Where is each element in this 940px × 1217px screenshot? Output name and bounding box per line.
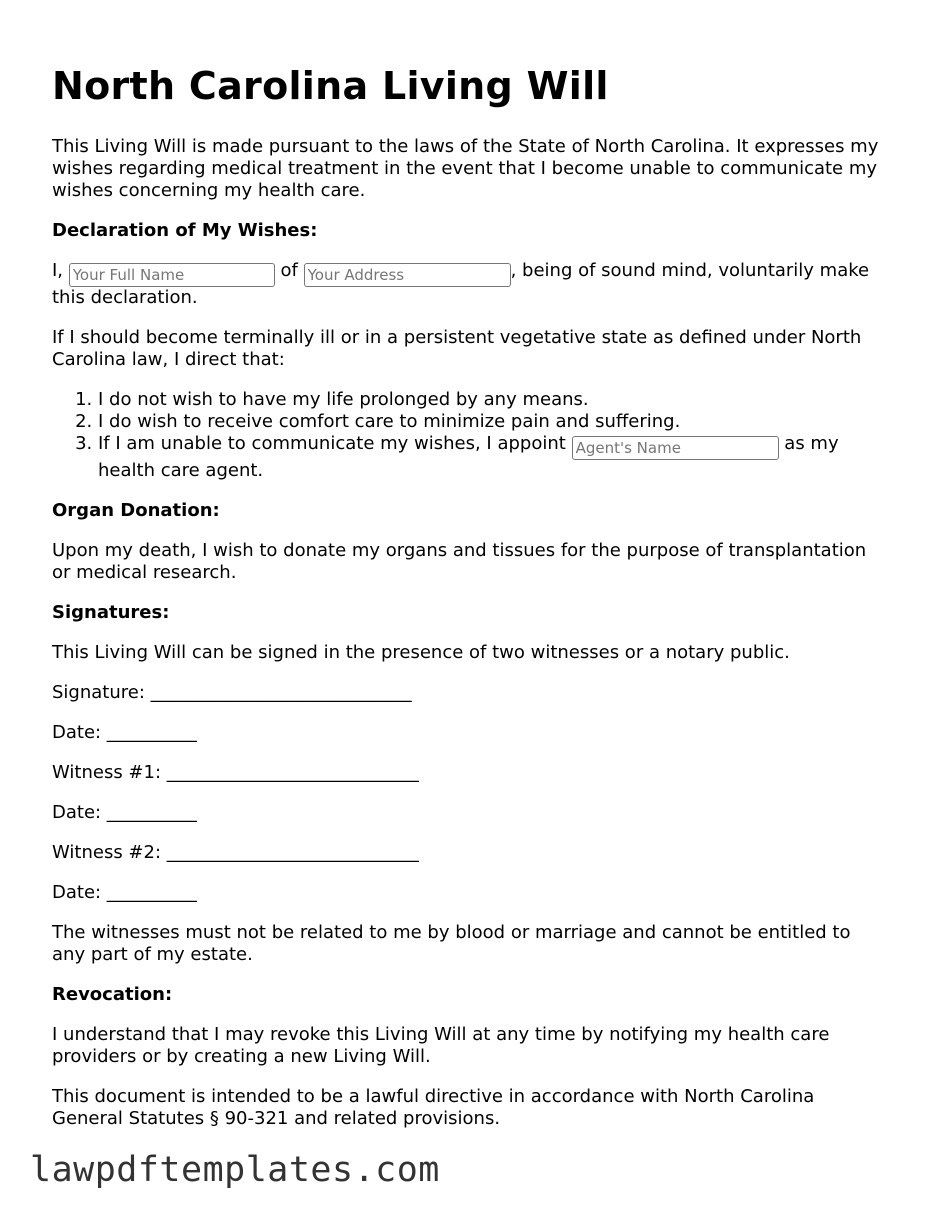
agent-name-input[interactable] xyxy=(572,436,779,460)
organ-donation-heading: Organ Donation: xyxy=(52,500,220,521)
witness-2-line: Witness #2: ____________________________ xyxy=(52,842,419,863)
witness-1-date-line: Date: __________ xyxy=(52,802,197,823)
signatures-heading: Signatures: xyxy=(52,602,170,623)
revocation-text: I understand that I may revoke this Living Will at any time by notifying my health care providers or by creating a new Living Will. xyxy=(52,1024,830,1067)
watermark-footer: lawpdftemplates.com xyxy=(30,1150,440,1190)
organ-donation-text: Upon my death, I wish to donate my organs and tissues for the purpose of transplantation or medical research. xyxy=(52,540,867,583)
declaration-prefix: I, xyxy=(52,260,64,281)
declaration-heading: Declaration of My Wishes: xyxy=(52,220,318,241)
directive-item-3-suffix: as my health care agent. xyxy=(98,433,839,481)
statute-text: This document is intended to be a lawful directive in accordance with North Carolina General Statutes § 90-321 and related provisions. xyxy=(52,1086,815,1129)
revocation-heading: Revocation: xyxy=(52,984,173,1005)
declaration-suffix: , being of sound mind, voluntarily make this declaration. xyxy=(52,260,870,308)
page-title: North Carolina Living Will xyxy=(52,64,609,108)
intro-paragraph: This Living Will is made pursuant to the laws of the State of North Carolina. It expresses my wishes regarding medical treatment in the event that I become unable to communicate my wishes concerning my health care. xyxy=(52,136,879,201)
witness-2-date-line: Date: __________ xyxy=(52,882,197,903)
address-input[interactable] xyxy=(304,263,511,287)
declaration-of-text: of xyxy=(280,260,298,281)
signatures-text: This Living Will can be signed in the presence of two witnesses or a notary public. xyxy=(52,642,790,663)
witness-1-line: Witness #1: ____________________________ xyxy=(52,762,419,783)
directive-list xyxy=(52,389,888,482)
directive-item-3 xyxy=(98,433,888,482)
directive-item-3-prefix: If I am unable to communicate my wishes, I appoint xyxy=(98,433,566,454)
directive-item-1: 1. I do not wish to have my life prolonged by any means. xyxy=(98,389,888,411)
signature-date-line: Date: __________ xyxy=(52,722,197,743)
full-name-input[interactable] xyxy=(69,263,275,287)
condition-paragraph: If I should become terminally ill or in a persistent vegetative state as defined under North Carolina law, I direct that: xyxy=(52,327,862,370)
living-will-document xyxy=(52,62,888,1148)
signature-line: Signature: _____________________________ xyxy=(52,682,412,703)
declaration-statement xyxy=(52,260,888,309)
directive-item-2: 2. I do wish to receive comfort care to minimize pain and suffering. xyxy=(98,411,888,433)
witness-note: The witnesses must not be related to me by blood or marriage and cannot be entitled to any part of my estate. xyxy=(52,922,851,965)
